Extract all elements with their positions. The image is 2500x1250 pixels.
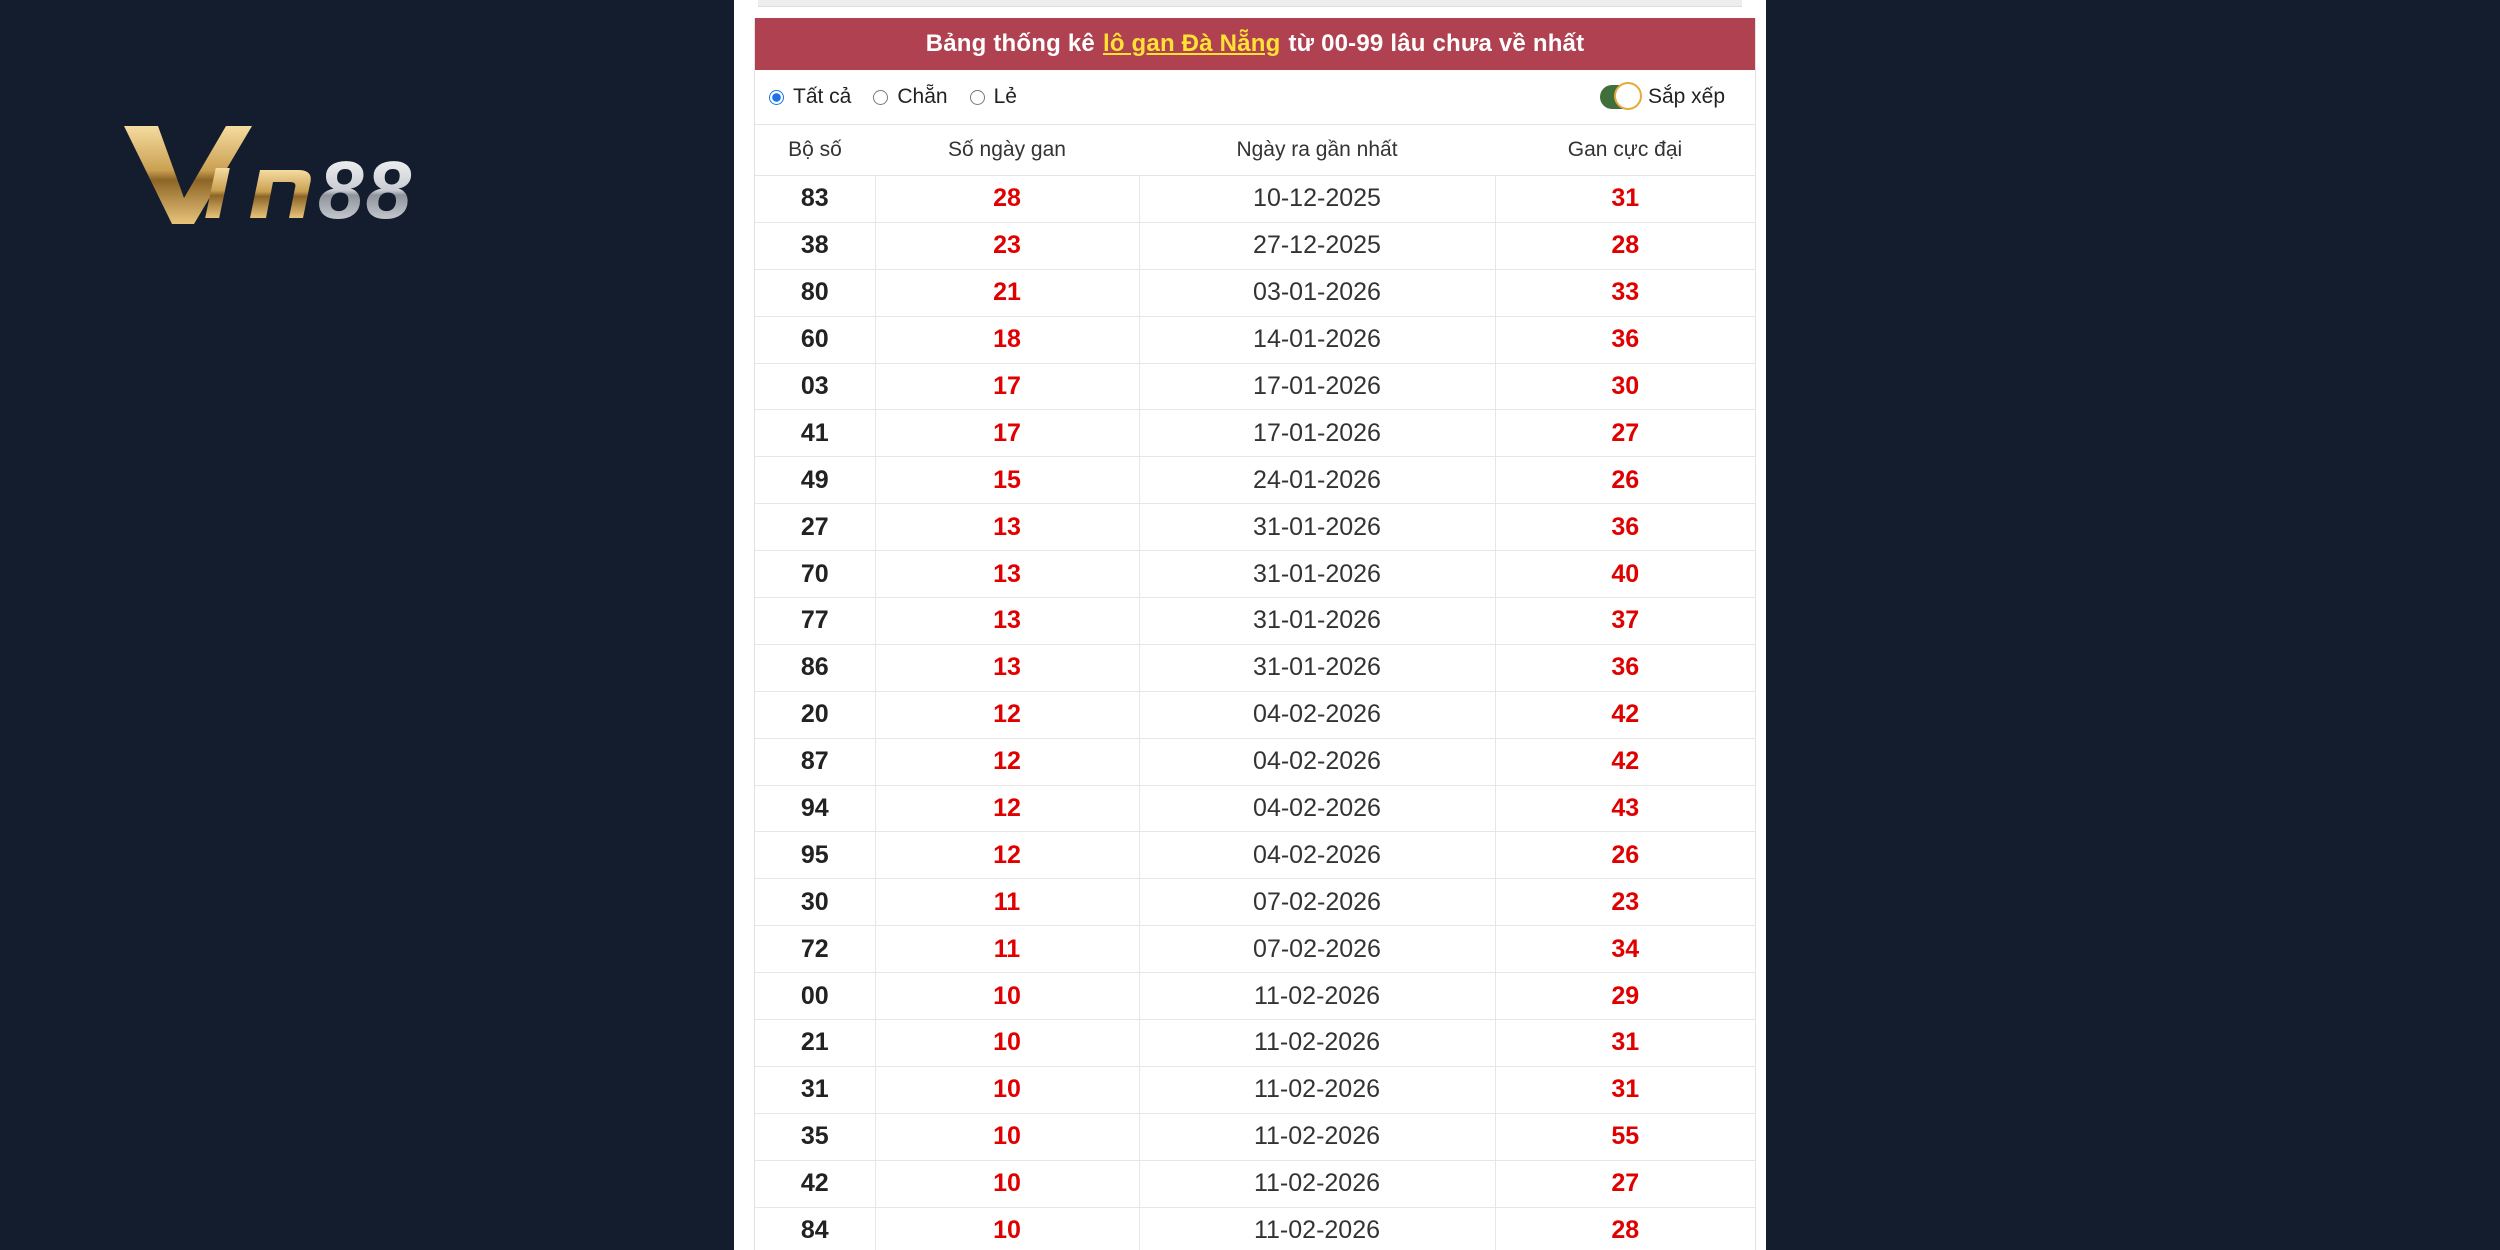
cell-gan-cuc-dai: 36	[1495, 644, 1755, 691]
table-row	[755, 222, 1755, 269]
header-gan-cuc-dai: Gan cực đại	[1495, 125, 1755, 176]
cell-bo-so: 77	[755, 598, 875, 645]
cell-gan-cuc-dai: 36	[1495, 316, 1755, 363]
cell-gan-cuc-dai: 40	[1495, 551, 1755, 598]
cell-bo-so: 84	[755, 1207, 875, 1250]
cell-gan-cuc-dai: 33	[1495, 269, 1755, 316]
cell-ngay-ra-gan-nhat: 24-01-2026	[1139, 457, 1495, 504]
table-row	[755, 363, 1755, 410]
cell-gan-cuc-dai: 42	[1495, 691, 1755, 738]
cell-gan-cuc-dai: 28	[1495, 1207, 1755, 1250]
statistics-panel	[734, 0, 1766, 1250]
cell-ngay-ra-gan-nhat: 03-01-2026	[1139, 269, 1495, 316]
table-row	[755, 1066, 1755, 1113]
table-row	[755, 973, 1755, 1020]
cell-so-ngay-gan: 12	[875, 785, 1139, 832]
cell-bo-so: 20	[755, 691, 875, 738]
cell-gan-cuc-dai: 31	[1495, 176, 1755, 223]
cell-bo-so: 42	[755, 1160, 875, 1207]
title-suffix: từ 00-99 lâu chưa về nhất	[1288, 30, 1585, 57]
cell-gan-cuc-dai: 30	[1495, 363, 1755, 410]
cell-so-ngay-gan: 11	[875, 879, 1139, 926]
cell-so-ngay-gan: 15	[875, 457, 1139, 504]
cell-gan-cuc-dai: 55	[1495, 1113, 1755, 1160]
cell-gan-cuc-dai: 26	[1495, 457, 1755, 504]
table-body	[755, 176, 1755, 1250]
table-row	[755, 691, 1755, 738]
cell-so-ngay-gan: 10	[875, 1020, 1139, 1067]
filter-all-label: Tất cả	[793, 85, 852, 108]
lo-gan-table	[755, 125, 1755, 1250]
table-row	[755, 176, 1755, 223]
cell-gan-cuc-dai: 29	[1495, 973, 1755, 1020]
cell-ngay-ra-gan-nhat: 14-01-2026	[1139, 316, 1495, 363]
filter-row	[755, 70, 1755, 125]
cell-so-ngay-gan: 10	[875, 1066, 1139, 1113]
table-row	[755, 785, 1755, 832]
cell-bo-so: 35	[755, 1113, 875, 1160]
sort-label: Sắp xếp	[1647, 85, 1725, 108]
svg-text:88: 88	[318, 145, 414, 230]
header-ngay-ra-gan-nhat: Ngày ra gần nhất	[1139, 125, 1495, 176]
cell-ngay-ra-gan-nhat: 10-12-2025	[1139, 176, 1495, 223]
cell-ngay-ra-gan-nhat: 17-01-2026	[1139, 363, 1495, 410]
filter-odd-radio[interactable]	[970, 85, 1017, 109]
cell-ngay-ra-gan-nhat: 11-02-2026	[1139, 1113, 1495, 1160]
cell-so-ngay-gan: 10	[875, 1207, 1139, 1250]
cell-so-ngay-gan: 17	[875, 363, 1139, 410]
filter-even-radio[interactable]	[873, 85, 947, 109]
radio-unchecked-icon[interactable]	[970, 90, 985, 105]
cell-gan-cuc-dai: 37	[1495, 598, 1755, 645]
table-row	[755, 316, 1755, 363]
cell-bo-so: 31	[755, 1066, 875, 1113]
table-row	[755, 1207, 1755, 1250]
radio-checked-icon[interactable]	[769, 90, 784, 105]
cell-ngay-ra-gan-nhat: 31-01-2026	[1139, 551, 1495, 598]
cell-gan-cuc-dai: 43	[1495, 785, 1755, 832]
cell-so-ngay-gan: 18	[875, 316, 1139, 363]
cell-gan-cuc-dai: 27	[1495, 410, 1755, 457]
cell-gan-cuc-dai: 27	[1495, 1160, 1755, 1207]
cell-ngay-ra-gan-nhat: 04-02-2026	[1139, 832, 1495, 879]
table-row	[755, 1020, 1755, 1067]
vin88-logo	[122, 120, 482, 230]
cell-so-ngay-gan: 12	[875, 691, 1139, 738]
header-bo-so: Bộ số	[755, 125, 875, 176]
cell-so-ngay-gan: 28	[875, 176, 1139, 223]
filter-even-label: Chẵn	[897, 85, 948, 108]
sort-control[interactable]	[1600, 85, 1725, 109]
cell-ngay-ra-gan-nhat: 17-01-2026	[1139, 410, 1495, 457]
table-row	[755, 832, 1755, 879]
cell-so-ngay-gan: 12	[875, 738, 1139, 785]
cell-ngay-ra-gan-nhat: 04-02-2026	[1139, 785, 1495, 832]
cell-gan-cuc-dai: 28	[1495, 222, 1755, 269]
cell-ngay-ra-gan-nhat: 31-01-2026	[1139, 598, 1495, 645]
cell-bo-so: 41	[755, 410, 875, 457]
cell-bo-so: 30	[755, 879, 875, 926]
cell-ngay-ra-gan-nhat: 04-02-2026	[1139, 738, 1495, 785]
header-so-ngay-gan: Số ngày gan	[875, 125, 1139, 176]
cell-so-ngay-gan: 13	[875, 504, 1139, 551]
table-row	[755, 269, 1755, 316]
lo-gan-table-card	[754, 18, 1756, 1250]
cell-ngay-ra-gan-nhat: 31-01-2026	[1139, 644, 1495, 691]
cell-gan-cuc-dai: 23	[1495, 879, 1755, 926]
table-row	[755, 738, 1755, 785]
table-title	[755, 18, 1755, 70]
cell-gan-cuc-dai: 31	[1495, 1066, 1755, 1113]
cell-bo-so: 87	[755, 738, 875, 785]
sort-toggle[interactable]	[1600, 85, 1640, 109]
table-row	[755, 1160, 1755, 1207]
table-row	[755, 644, 1755, 691]
cell-bo-so: 70	[755, 551, 875, 598]
cell-bo-so: 03	[755, 363, 875, 410]
parity-filter	[769, 85, 1039, 109]
cell-ngay-ra-gan-nhat: 11-02-2026	[1139, 973, 1495, 1020]
table-row	[755, 457, 1755, 504]
cell-bo-so: 00	[755, 973, 875, 1020]
cell-bo-so: 38	[755, 222, 875, 269]
title-link-lo-gan-da-nang[interactable]: lô gan Đà Nẵng	[1102, 30, 1281, 57]
table-row	[755, 598, 1755, 645]
panel-top-divider	[758, 0, 1742, 7]
cell-so-ngay-gan: 13	[875, 551, 1139, 598]
cell-so-ngay-gan: 17	[875, 410, 1139, 457]
cell-ngay-ra-gan-nhat: 11-02-2026	[1139, 1020, 1495, 1067]
cell-gan-cuc-dai: 26	[1495, 832, 1755, 879]
cell-gan-cuc-dai: 31	[1495, 1020, 1755, 1067]
cell-so-ngay-gan: 11	[875, 926, 1139, 973]
toggle-knob-icon	[1614, 82, 1642, 110]
cell-so-ngay-gan: 10	[875, 1160, 1139, 1207]
cell-bo-so: 86	[755, 644, 875, 691]
table-row	[755, 504, 1755, 551]
cell-ngay-ra-gan-nhat: 07-02-2026	[1139, 926, 1495, 973]
cell-bo-so: 21	[755, 1020, 875, 1067]
cell-ngay-ra-gan-nhat: 11-02-2026	[1139, 1066, 1495, 1113]
cell-bo-so: 94	[755, 785, 875, 832]
cell-gan-cuc-dai: 34	[1495, 926, 1755, 973]
cell-so-ngay-gan: 21	[875, 269, 1139, 316]
table-row	[755, 551, 1755, 598]
cell-ngay-ra-gan-nhat: 11-02-2026	[1139, 1207, 1495, 1250]
cell-so-ngay-gan: 10	[875, 973, 1139, 1020]
filter-all-radio[interactable]	[769, 85, 851, 109]
cell-so-ngay-gan: 13	[875, 598, 1139, 645]
cell-gan-cuc-dai: 42	[1495, 738, 1755, 785]
cell-ngay-ra-gan-nhat: 27-12-2025	[1139, 222, 1495, 269]
table-row	[755, 410, 1755, 457]
cell-ngay-ra-gan-nhat: 31-01-2026	[1139, 504, 1495, 551]
radio-unchecked-icon[interactable]	[873, 90, 888, 105]
cell-bo-so: 72	[755, 926, 875, 973]
cell-ngay-ra-gan-nhat: 11-02-2026	[1139, 1160, 1495, 1207]
cell-bo-so: 80	[755, 269, 875, 316]
cell-bo-so: 95	[755, 832, 875, 879]
table-row	[755, 926, 1755, 973]
cell-so-ngay-gan: 10	[875, 1113, 1139, 1160]
filter-odd-label: Lẻ	[993, 85, 1017, 108]
cell-so-ngay-gan: 12	[875, 832, 1139, 879]
cell-gan-cuc-dai: 36	[1495, 504, 1755, 551]
table-row	[755, 1113, 1755, 1160]
cell-bo-so: 27	[755, 504, 875, 551]
title-prefix: Bảng thống kê	[925, 30, 1095, 57]
cell-ngay-ra-gan-nhat: 07-02-2026	[1139, 879, 1495, 926]
cell-so-ngay-gan: 23	[875, 222, 1139, 269]
cell-bo-so: 60	[755, 316, 875, 363]
cell-bo-so: 49	[755, 457, 875, 504]
cell-ngay-ra-gan-nhat: 04-02-2026	[1139, 691, 1495, 738]
cell-bo-so: 83	[755, 176, 875, 223]
table-header-row	[755, 125, 1755, 176]
cell-so-ngay-gan: 13	[875, 644, 1139, 691]
table-row	[755, 879, 1755, 926]
